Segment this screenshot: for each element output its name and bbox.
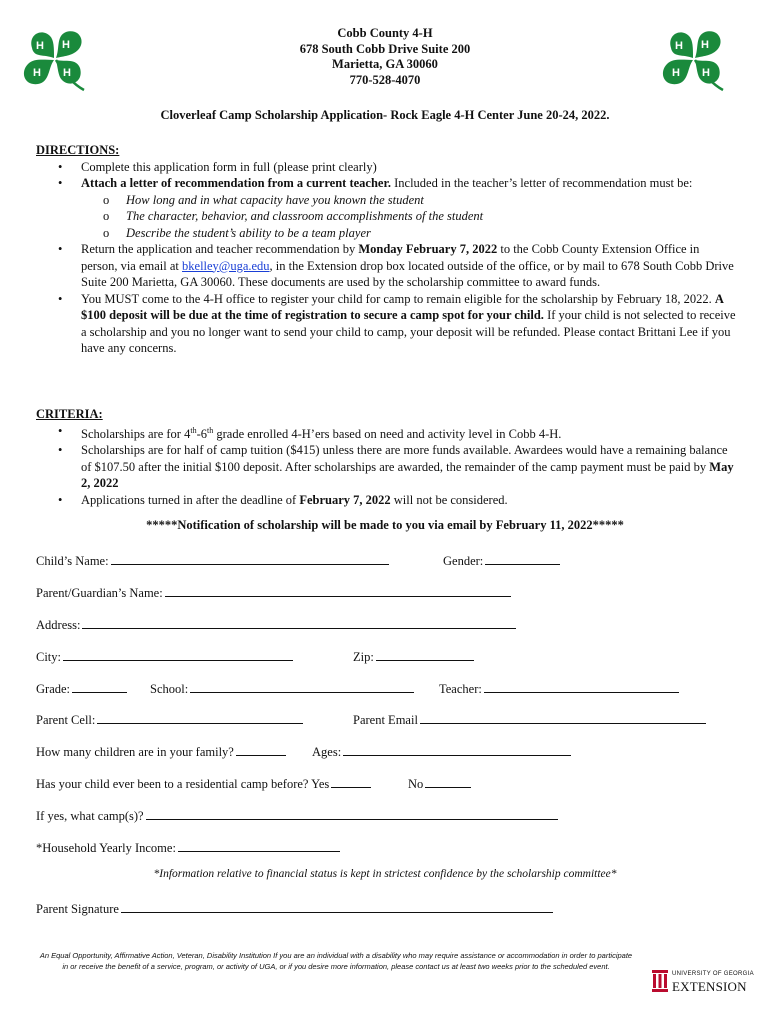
ages-label: Ages:: [312, 745, 342, 759]
org-street: 678 South Cobb Drive Suite 200: [299, 41, 471, 56]
org-phone: 770-528-4070: [349, 72, 421, 87]
teacher-field[interactable]: [484, 681, 679, 693]
signature-label: Parent Signature: [36, 902, 119, 916]
which-camps-label: If yes, what camp(s)?: [36, 809, 144, 823]
directions-item-3: • Return the application and teacher recommendation by Monday February 7, 2022 to the Cobb County Extension Office in person, via email at bkelley@uga.edu, in the Extension drop box located outside of the office, or by mail to 678 South Cobb Drive Suite 200 Marietta, GA 30060. These documents are used by the scholarship committee to award funds.: [36, 241, 736, 291]
income-label: *Household Yearly Income:: [36, 841, 176, 855]
recommendation-req-3: o Describe the student’s ability to be a team player: [81, 225, 736, 242]
school-field[interactable]: [190, 681, 414, 693]
gender-field[interactable]: [485, 553, 560, 565]
letterhead: [0, 26, 770, 88]
zip-label: Zip:: [353, 650, 374, 664]
parent-email-label: Parent Email: [353, 713, 418, 727]
uga-arch-icon: [652, 970, 668, 992]
criteria-item-3: • Applications turned in after the deadline of February 7, 2022 will not be considered.: [36, 492, 736, 509]
parent-guardian-label: Parent/Guardian’s Name:: [36, 586, 163, 600]
recommendation-req-1: o How long and in what capacity have you known the student: [81, 192, 736, 209]
parent-cell-label: Parent Cell:: [36, 713, 96, 727]
grade-field[interactable]: [72, 681, 127, 693]
income-field[interactable]: [178, 840, 340, 852]
school-label: School:: [150, 682, 189, 696]
uga-extension-logo: [652, 968, 752, 994]
svg-text:H: H: [675, 40, 683, 52]
residential-yes-field[interactable]: [331, 776, 371, 788]
extension-name: EXTENSION: [672, 979, 747, 994]
criteria-item-2: • Scholarships are for half of camp tuition ($415) unless there are more funds available. Awardees would have a remaining balance of $107.50 after the initial $100 deposit. After scholarships are awarded, the remainder of the camp payment must be paid by May 2, 2022: [36, 442, 736, 492]
directions-item-4: • You MUST come to the 4-H office to register your child for camp to remain eligible for the scholarship by February 18, 2022. A $100 deposit will be due at the time of registration to secure a camp spot for your child. If your child is not selected to receive a scholarship and you no longer want to send your child to camp, your deposit will be refunded. Please contact Brittani Lee if you have any concerns.: [36, 291, 736, 357]
svg-text:H: H: [33, 67, 41, 79]
directions-section: [36, 142, 736, 357]
svg-text:H: H: [36, 40, 44, 52]
recommendation-req-2: o The character, behavior, and classroom accomplishments of the student: [81, 208, 736, 225]
parent-email-field[interactable]: [420, 712, 706, 724]
residential-no-label: No: [408, 777, 424, 791]
criteria-item-1: • Scholarships are for 4th-6th grade enrolled 4-H’ers based on need and activity level in Cobb 4-H.: [36, 423, 736, 443]
grade-label: Grade:: [36, 682, 71, 696]
svg-text:H: H: [702, 67, 710, 79]
directions-item-1: • Complete this application form in full (please print clearly): [36, 159, 736, 176]
childs-name-label: Child’s Name:: [36, 554, 109, 568]
notification-line: *****Notification of scholarship will be made to you via email by February 11, 2022*****: [146, 518, 624, 532]
children-count-label: How many children are in your family?: [36, 745, 234, 759]
signature-field[interactable]: [121, 901, 553, 913]
document-title: Cloverleaf Camp Scholarship Application- Rock Eagle 4-H Center June 20-24, 2022.: [160, 108, 610, 122]
svg-text:H: H: [701, 39, 709, 51]
org-name: Cobb County 4-H: [337, 26, 433, 40]
criteria-heading: CRITERIA:: [36, 407, 103, 421]
gender-label: Gender:: [443, 554, 484, 568]
which-camps-field[interactable]: [146, 808, 558, 820]
svg-text:H: H: [63, 67, 71, 79]
address-field[interactable]: [82, 617, 516, 629]
ages-field[interactable]: [343, 744, 571, 756]
residential-camp-label: Has your child ever been to a residential camp before? Yes: [36, 777, 330, 791]
teacher-label: Teacher:: [439, 682, 482, 696]
parent-guardian-field[interactable]: [165, 585, 511, 597]
city-field[interactable]: [63, 649, 293, 661]
directions-heading: DIRECTIONS:: [36, 143, 120, 157]
equal-opportunity-footer: An Equal Opportunity, Affirmative Action, Veteran, Disability Institution If you are an individual with a disability who may require assistance or accommodation in order to participate in or receive the benefit of a service, program, or activity of UGA, or if you desire more information, please contact us at least two weeks prior to the scheduled event.: [39, 951, 633, 971]
address-label: Address:: [36, 618, 81, 632]
parent-cell-field[interactable]: [97, 712, 303, 724]
svg-text:H: H: [62, 39, 70, 51]
email-link[interactable]: bkelley@uga.edu: [182, 258, 270, 273]
children-count-field[interactable]: [236, 744, 286, 756]
residential-no-field[interactable]: [425, 776, 471, 788]
org-city: Marietta, GA 30060: [332, 57, 438, 71]
zip-field[interactable]: [376, 649, 474, 661]
city-label: City:: [36, 650, 62, 664]
childs-name-field[interactable]: [111, 553, 389, 565]
uga-name: UNIVERSITY OF GEORGIA: [672, 971, 754, 977]
svg-text:H: H: [672, 67, 680, 79]
directions-item-2: • Attach a letter of recommendation from a current teacher. Included in the teacher’s letter of recommendation must be: o How long and in what capacity have you known the student o The character, behavior, and classroom accomplishments of the student o Describe the student’s ability to be a team player: [36, 175, 736, 241]
criteria-section: [36, 406, 736, 508]
confidentiality-note: *Information relative to financial status is kept in strictest confidence by the scholarship committee*: [153, 868, 617, 880]
